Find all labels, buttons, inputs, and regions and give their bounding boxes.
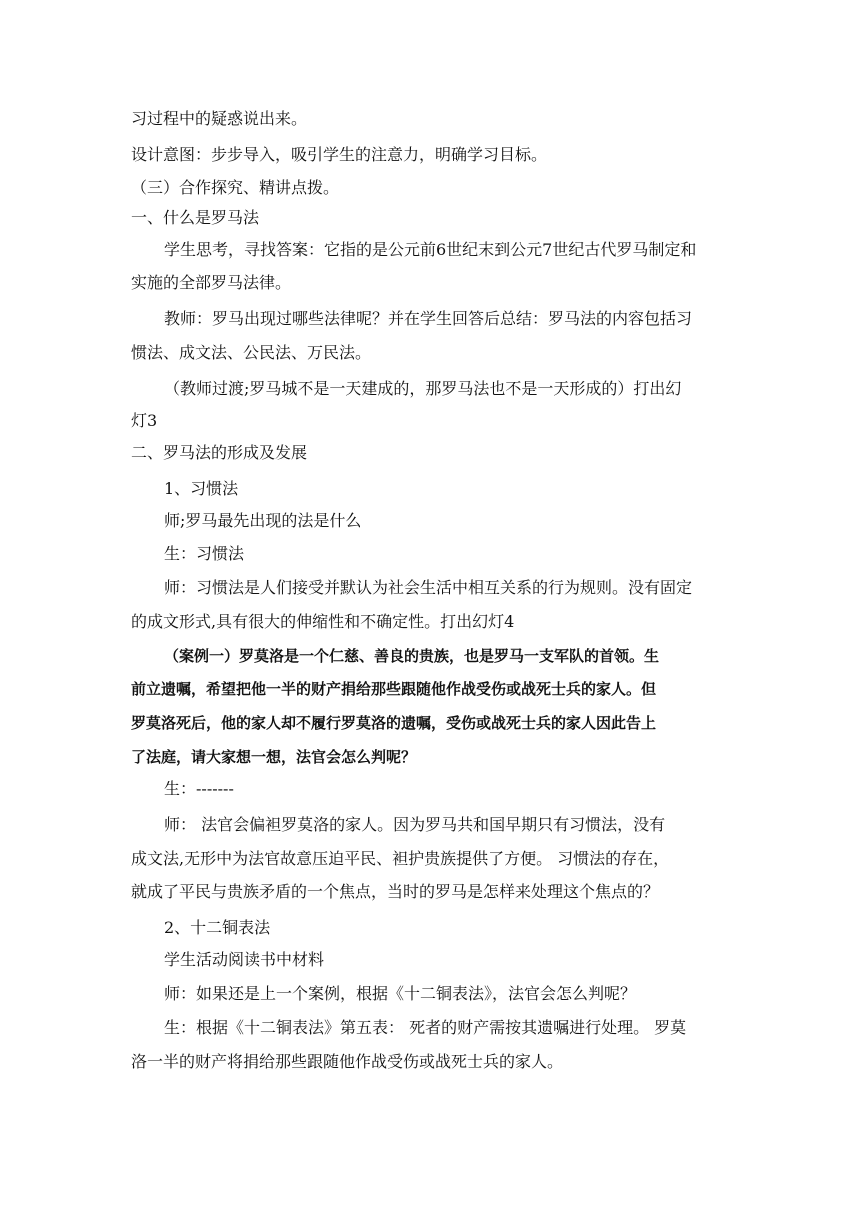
text-line-10: 灯3 (131, 411, 158, 430)
heading-formation-development: 二、罗马法的形成及发展 (131, 443, 308, 462)
section-heading-3: （三）合作探究、精讲点拨。 (131, 178, 340, 197)
text-line-6: 实施的全部罗马法律。 (131, 273, 292, 292)
text-line-28: 生：根据《十二铜表法》第五表： 死者的财产需按其遗嘱进行处理。 罗莫 (164, 1018, 687, 1037)
text-line-21: 生：------- (164, 779, 234, 798)
text-line-13: 师;罗马最先出现的法是什么 (164, 511, 362, 530)
text-line-29: 洛一半的财产将捐给那些跟随他作战受伤或战死士兵的家人。 (131, 1052, 564, 1071)
text-line-2: 设计意图：步步导入，吸引学生的注意力，明确学习目标。 (131, 145, 548, 164)
subheading-customary-law: 1、习惯法 (164, 479, 239, 498)
text-line-24: 就成了平民与贵族矛盾的一个焦点，当时的罗马是怎样来处理这个焦点的？ (131, 882, 660, 901)
text-line-16: 的成文形式,具有很大的伸缩性和不确定性。打出幻灯4 (131, 612, 515, 631)
text-line-23: 成文法,无形中为法官故意压迫平民、袒护贵族提供了方便。 习惯法的存在， (131, 849, 670, 868)
case-study-line-2: 前立遗嘱，希望把他一半的财产捐给那些跟随他作战受伤或战死士兵的家人。但 (131, 680, 657, 698)
text-line-7: 教师：罗马出现过哪些法律呢？并在学生回答后总结：罗马法的内容包括习 (164, 309, 693, 328)
text-line-9: （教师过渡;罗马城不是一天建成的，那罗马法也不是一天形成的）打出幻 (164, 379, 682, 398)
heading-what-is-roman-law: 一、什么是罗马法 (131, 208, 260, 227)
text-line-22: 师： 法官会偏袒罗莫洛的家人。因为罗马共和国早期只有习惯法，没有 (164, 815, 666, 834)
subheading-twelve-tables: 2、十二铜表法 (164, 918, 271, 937)
text-line-26: 学生活动阅读书中材料 (164, 950, 325, 969)
text-line-27: 师：如果还是上一个案例，根据《十二铜表法》，法官会怎么判呢？ (164, 984, 637, 1003)
text-line-1: 习过程中的疑惑说出来。 (131, 109, 308, 128)
case-study-line-1: （案例一）罗莫洛是一个仁慈、善良的贵族，也是罗马一支军队的首领。生 (164, 647, 660, 665)
text-line-15: 师：习惯法是人们接受并默认为社会生活中相互关系的行为规则。没有固定 (164, 578, 693, 597)
case-study-line-3: 罗莫洛死后，他的家人却不履行罗莫洛的遗嘱，受伤或战死士兵的家人因此告上 (131, 714, 657, 732)
text-line-5: 学生思考，寻找答案：它指的是公元前6世纪末到公元7世纪古代罗马制定和 (164, 240, 697, 259)
case-study-line-4: 了法庭，请大家想一想，法官会怎么判呢？ (131, 748, 417, 766)
text-line-14: 生：习惯法 (164, 544, 245, 563)
text-line-8: 惯法、成文法、公民法、万民法。 (131, 343, 372, 362)
